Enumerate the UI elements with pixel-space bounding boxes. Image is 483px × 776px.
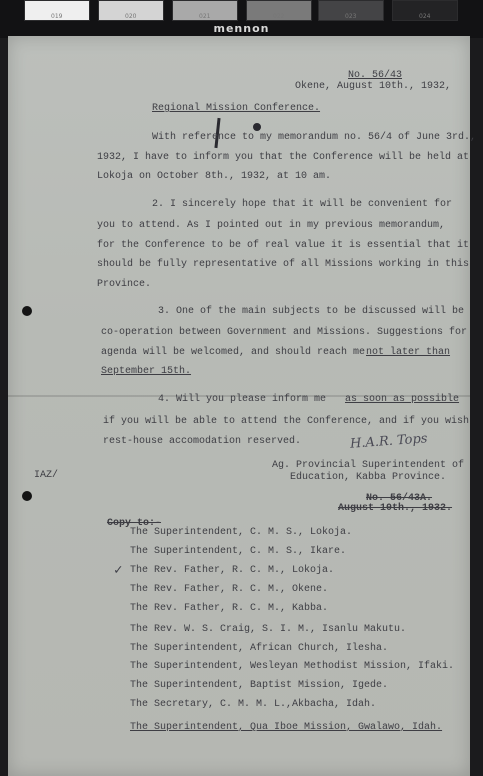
recipient-line: The Superintendent, Wesleyan Methodist Mission, Ifaki. — [130, 661, 455, 672]
ink-blot — [253, 123, 261, 131]
paragraph-2-line: Province. — [97, 279, 152, 290]
deadline-date: September 15th. — [101, 366, 192, 377]
color-patch — [98, 0, 164, 21]
paragraph-4-line: 4. Will you please inform me — [158, 394, 327, 405]
punch-hole — [22, 491, 32, 501]
deadline-text: not later than — [366, 347, 451, 358]
paragraph-4-line: if you will be able to attend the Conference, and if you wish — [103, 416, 470, 427]
recipient-line: The Superintendent, C. M. S., Ikare. — [130, 546, 347, 557]
margin-note: IAZ/ — [34, 470, 59, 481]
patch-number: 019 — [51, 13, 63, 20]
recipient-line: The Superintendent, African Church, Ilesha. — [130, 643, 389, 654]
paragraph-2-line: should be fully representative of all Missions working in this — [97, 259, 470, 270]
paragraph-2-line: 2. I sincerely hope that it will be convenient for — [152, 199, 453, 210]
patch-number: 020 — [125, 13, 137, 20]
patch-number: 022 — [273, 13, 285, 20]
patch-number: 021 — [199, 13, 211, 20]
brand-label: mennon — [213, 22, 270, 35]
recipient-line: The Superintendent, C. M. S., Lokoja. — [130, 527, 353, 538]
patch-number: 023 — [345, 13, 357, 20]
color-calibration-strip — [0, 0, 483, 38]
patch-number: 024 — [419, 13, 431, 20]
place-date: Okene, August 10th., 1932, — [295, 81, 452, 92]
reference-number-2: No. 56/43A. — [366, 493, 433, 504]
handwritten-signature: H.A.R. Tops — [349, 431, 428, 452]
signatory-title: Ag. Provincial Superintendent of — [272, 460, 465, 471]
recipient-line: The Secretary, C. M. M. L.,Akbacha, Idah. — [130, 699, 377, 710]
paragraph-1-line: With reference to my memorandum no. 56/4 of June 3rd., — [152, 132, 477, 143]
color-patch — [24, 0, 90, 21]
recipient-line: The Superintendent, Qua Iboe Mission, Gwalawo, Idah. — [130, 722, 443, 733]
paragraph-1-line: Lokoja on October 8th., 1932, at 10 am. — [97, 171, 332, 182]
color-patch — [172, 0, 238, 21]
copy-to-label: Copy to:- — [107, 518, 162, 529]
paragraph-3-line: 3. One of the main subjects to be discussed will be — [158, 306, 465, 317]
paragraph-4-line: rest-house accomodation reserved. — [103, 436, 302, 447]
paragraph-2-line: you to attend. As I pointed out in my previous memorandum, — [97, 220, 446, 231]
color-patch — [246, 0, 312, 21]
reference-number: No. 56/43 — [348, 70, 403, 81]
color-patch — [318, 0, 384, 21]
paragraph-3-line: co-operation between Government and Missions. Suggestions for — [101, 327, 468, 338]
recipient-line: The Superintendent, Baptist Mission, Igede. — [130, 680, 389, 691]
signatory-organization: Education, Kabba Province. — [290, 472, 447, 483]
recipient-line: The Rev. Father, R. C. M., Lokoja. — [130, 565, 335, 576]
recipient-line: The Rev. W. S. Craig, S. I. M., Isanlu Makutu. — [130, 624, 407, 635]
punch-hole — [22, 306, 32, 316]
paragraph-3-line: agenda will be welcomed, and should reach me — [101, 347, 366, 358]
subject-line: Regional Mission Conference. — [152, 103, 321, 114]
asap-text: as soon as possible — [345, 394, 460, 405]
paragraph-1-line: 1932, I have to inform you that the Conference will be held at — [97, 152, 470, 163]
date-2: August 10th., 1932. — [338, 503, 453, 514]
color-patch — [392, 0, 458, 21]
recipient-line: The Rev. Father, R. C. M., Okene. — [130, 584, 329, 595]
tick-mark: ✓ — [114, 563, 123, 579]
paragraph-2-line: for the Conference to be of real value it is essential that it — [97, 240, 470, 251]
recipient-line: The Rev. Father, R. C. M., Kabba. — [130, 603, 329, 614]
